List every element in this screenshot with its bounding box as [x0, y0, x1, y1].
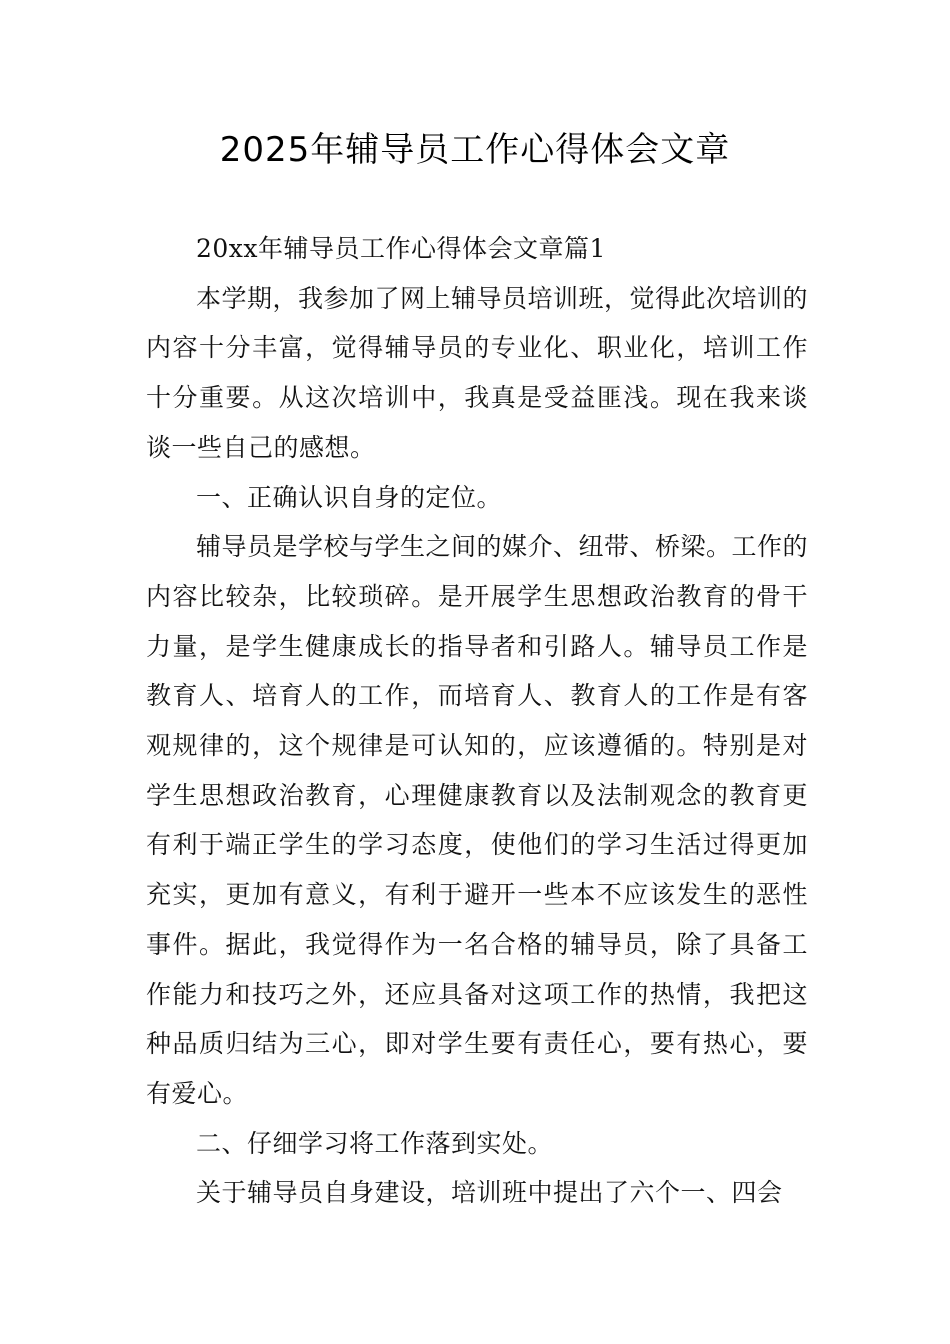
paragraph-section-one: 辅导员是学校与学生之间的媒介、纽带、桥梁。工作的内容比较杂，比较琐碎。是开展学生思想政治教育的骨干力量，是学生健康成长的指导者和引路人。辅导员工作是教育人、培育人的工作，而培育人、教育人的工作是有客观规律的，这个规律是可认知的，应该遵循的。特别是对学生思想政治教育，心理健康教育以及法制观念的教育更有利于端正学生的学习态度，使他们的学习生活过得更加充实，更加有意义，有利于避开一些本不应该发生的恶性事件。据此，我觉得作为一名合格的辅导员，除了具备工作能力和技巧之外，还应具备对这项工作的热情，我把这种品质归结为三心，即对学生要有责任心，要有热心，要有爱心。 — [146, 532, 809, 1108]
section-subtitle: 20xx年辅导员工作心得体会文章篇1 — [196, 234, 606, 263]
document-body — [146, 224, 808, 1218]
paragraph-intro: 本学期，我参加了网上辅导员培训班，觉得此次培训的内容十分丰富，觉得辅导员的专业化、职业化，培训工作十分重要。从这次培训中，我真是受益匪浅。现在我来谈谈一些自己的感想。 — [146, 283, 809, 462]
document-title: 2025年辅导员工作心得体会文章 — [219, 130, 731, 170]
paragraph-section-two: 关于辅导员自身建设，培训班中提出了六个一、四会 — [196, 1178, 783, 1208]
heading-section-two: 二、仔细学习将工作落到实处。 — [196, 1128, 554, 1158]
heading-section-one: 一、正确认识自身的定位。 — [196, 482, 503, 512]
